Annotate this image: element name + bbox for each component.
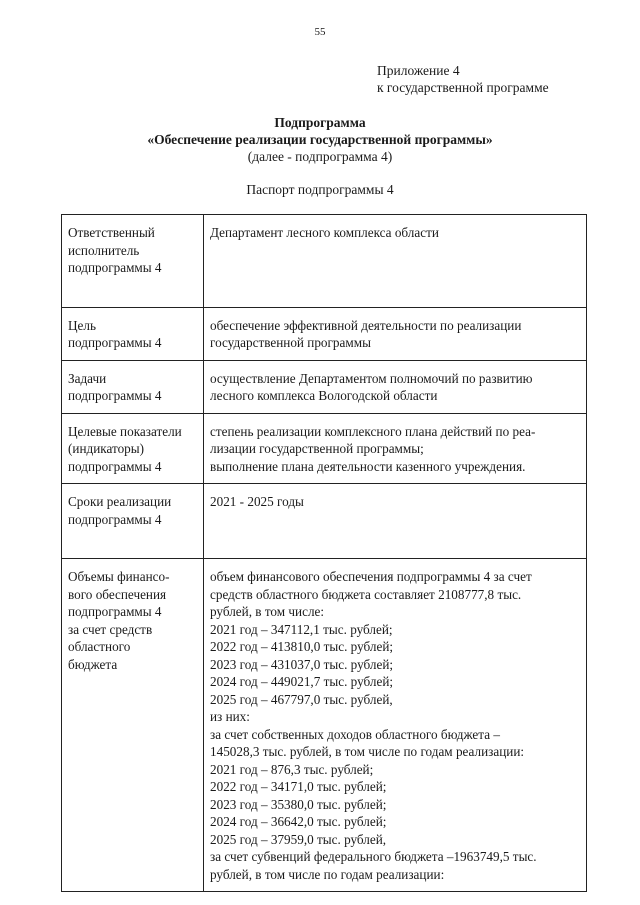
- value-line: 2022 год – 34171,0 тыс. рублей;: [210, 779, 387, 794]
- table-row: [62, 413, 587, 484]
- label-line: Сроки реализации: [68, 494, 172, 509]
- table-row: [62, 360, 587, 413]
- value-line: 2021 - 2025 годы: [210, 494, 304, 509]
- value-line: 2025 год – 37959,0 тыс. рублей,: [210, 831, 387, 847]
- value-line: 2025 год – 467797,0 тыс. рублей,: [210, 691, 393, 707]
- table-row: [62, 215, 587, 308]
- label-line: подпрограммы 4: [68, 388, 162, 403]
- table-row: [62, 484, 587, 559]
- value-line: 2024 год – 449021,7 тыс. рублей;: [210, 674, 394, 689]
- row-label: [62, 215, 204, 308]
- value-line: обеспечение эффективной деятельности по реализации: [210, 317, 522, 333]
- heading-line-2: «Обеспечение реализации государственной программы»: [147, 132, 493, 147]
- row-label: [62, 307, 204, 360]
- value-line: 2022 год – 413810,0 тыс. рублей;: [210, 639, 394, 654]
- row-value: [204, 559, 587, 892]
- value-line: средств областного бюджета составляет 2108777,8 тыс.: [210, 586, 522, 602]
- label-line: за счет средств: [68, 621, 153, 637]
- label-line: бюджета: [68, 656, 118, 672]
- appendix-line-2: к государственной программе: [377, 80, 549, 95]
- table-row: [62, 559, 587, 892]
- passport-table: [61, 214, 587, 892]
- label-line: исполнитель: [68, 242, 140, 258]
- label-line: Ответственный: [68, 225, 155, 240]
- label-line: подпрограммы 4: [68, 260, 162, 275]
- value-line: за счет собственных доходов областного бюджета –: [210, 726, 500, 742]
- value-line: рублей, в том числе:: [210, 604, 325, 619]
- label-line: Задачи: [68, 370, 107, 386]
- value-line: объем финансового обеспечения подпрограммы 4 за счет: [210, 569, 532, 584]
- row-label: [62, 484, 204, 559]
- value-line: выполнение плана деятельности казенного учреждения.: [210, 458, 526, 474]
- heading-subtitle: (далее - подпрограмма 4): [247, 149, 393, 164]
- row-label: [62, 413, 204, 484]
- value-line: государственной программы: [210, 335, 371, 350]
- row-value: [204, 215, 587, 308]
- value-line: за счет субвенций федерального бюджета –1963749,5 тыс.: [210, 849, 537, 864]
- value-line: 2023 год – 431037,0 тыс. рублей;: [210, 656, 394, 672]
- value-line: из них:: [210, 709, 250, 724]
- value-line: 145028,3 тыс. рублей, в том числе по годам реализации:: [210, 744, 525, 759]
- row-value: [204, 360, 587, 413]
- value-line: 2023 год – 35380,0 тыс. рублей;: [210, 796, 387, 812]
- value-line: рублей, в том числе по годам реализации:: [210, 866, 445, 882]
- label-line: Целевые показатели: [68, 423, 182, 439]
- value-line: 2021 год – 876,3 тыс. рублей;: [210, 761, 374, 777]
- row-label: [62, 360, 204, 413]
- value-line: осуществление Департаментом полномочий по развитию: [210, 370, 533, 386]
- value-line: лизации государственной программы;: [210, 441, 424, 456]
- value-line: 2021 год – 347112,1 тыс. рублей;: [210, 621, 393, 637]
- appendix-line-1: Приложение 4: [377, 63, 460, 78]
- passport-title: Паспорт подпрограммы 4: [246, 182, 394, 197]
- page-number: 55: [314, 26, 326, 38]
- label-line: подпрограммы 4: [68, 511, 162, 527]
- document-heading: [0, 114, 640, 165]
- label-line: подпрограммы 4: [68, 458, 162, 474]
- label-line: вого обеспечения: [68, 586, 167, 602]
- row-value: [204, 307, 587, 360]
- row-value: [204, 484, 587, 559]
- label-line: подпрограммы 4: [68, 604, 162, 619]
- row-value: [204, 413, 587, 484]
- value-line: степень реализации комплексного плана действий по реа-: [210, 423, 536, 439]
- label-line: подпрограммы 4: [68, 335, 162, 350]
- table-row: [62, 307, 587, 360]
- heading-line-1: Подпрограмма: [274, 115, 366, 130]
- label-line: Объемы финансо-: [68, 569, 170, 584]
- value-line: лесного комплекса Вологодской области: [210, 388, 438, 403]
- label-line: областного: [68, 639, 131, 654]
- value-line: Департамент лесного комплекса области: [210, 225, 439, 240]
- appendix-note: [377, 62, 549, 96]
- label-line: (индикаторы): [68, 441, 145, 456]
- value-line: 2024 год – 36642,0 тыс. рублей;: [210, 814, 387, 829]
- label-line: Цель: [68, 317, 96, 333]
- row-label: [62, 559, 204, 892]
